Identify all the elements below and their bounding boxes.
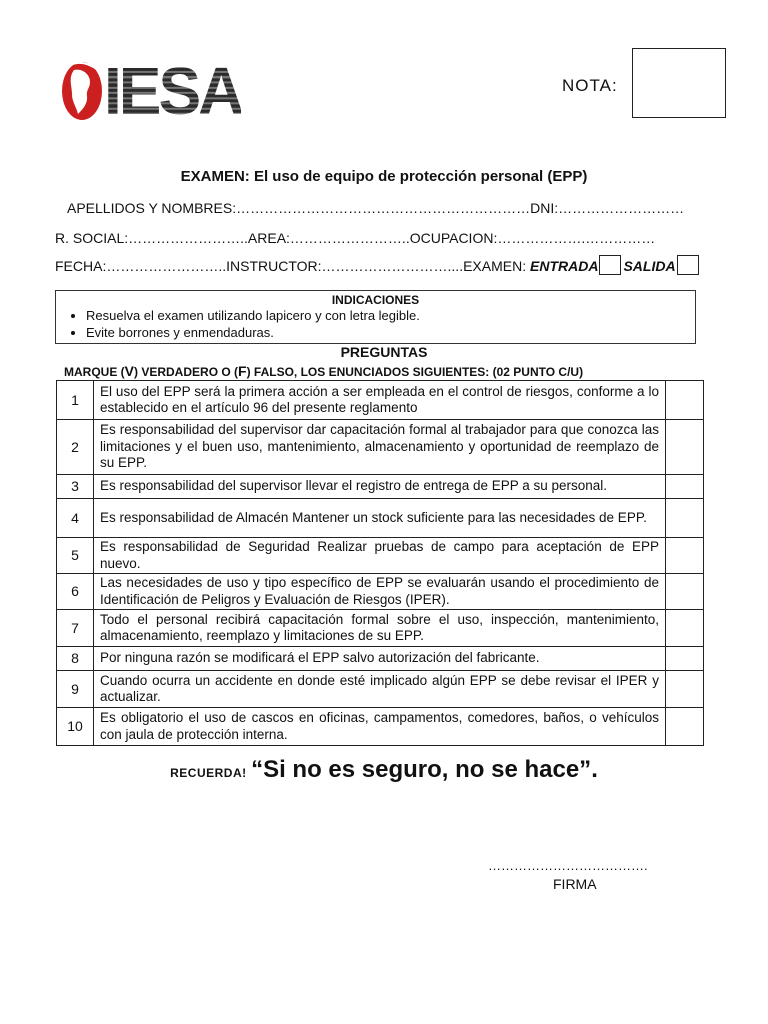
question-number: 2 bbox=[57, 420, 94, 475]
question-text: Es responsabilidad de Seguridad Realizar pruebas de campo para aceptación de EPP nuevo. bbox=[94, 538, 666, 574]
question-number: 8 bbox=[57, 647, 94, 671]
question-number: 5 bbox=[57, 538, 94, 574]
indicacion-item: • Resuelva el examen utilizando lapicero y con letra legible. bbox=[86, 307, 695, 324]
question-number: 3 bbox=[57, 475, 94, 499]
answer-cell[interactable] bbox=[666, 671, 704, 708]
recuerda-banner bbox=[0, 756, 768, 784]
table-row bbox=[57, 538, 704, 574]
entrada-checkbox[interactable] bbox=[599, 255, 621, 275]
answer-cell[interactable] bbox=[666, 420, 704, 475]
answer-cell[interactable] bbox=[666, 381, 704, 420]
indicacion-item: • Evite borrones y enmendaduras. bbox=[86, 324, 695, 341]
indicaciones-list bbox=[56, 307, 695, 341]
question-text: Es responsabilidad del supervisor dar capacitación formal al trabajador para que conozca las limitaciones y el buen uso, mantenimiento, almacenamiento y oportunidad de reemplazo de su EPP. bbox=[94, 420, 666, 475]
firma-label: FIRMA bbox=[553, 876, 597, 892]
recuerda-end: . bbox=[591, 756, 598, 783]
question-text: Es obligatorio el uso de cascos en oficinas, campamentos, comedores, baños, o vehículos con jaula de protección interna. bbox=[94, 708, 666, 746]
field-social-area-ocupacion[interactable]: R. SOCIAL:……………………..AREA:……………………..OCUPACION:……………….…………… bbox=[55, 230, 656, 246]
answer-cell[interactable] bbox=[666, 647, 704, 671]
salida-checkbox[interactable] bbox=[677, 255, 699, 275]
recuerda-quote: “Si no es seguro, no se hace” bbox=[251, 756, 592, 783]
table-row bbox=[57, 420, 704, 475]
preguntas-title: PREGUNTAS bbox=[340, 344, 428, 360]
field-fecha-instructor-examen bbox=[55, 255, 701, 275]
question-text: Por ninguna razón se modificará el EPP salvo autorización del fabricante. bbox=[94, 647, 666, 671]
firma-line[interactable]: ………………………………. bbox=[488, 858, 648, 873]
question-number: 6 bbox=[57, 574, 94, 610]
table-row bbox=[57, 574, 704, 610]
table-row bbox=[57, 499, 704, 538]
logo-wordmark: IESA bbox=[104, 53, 242, 129]
indicaciones-title: INDICACIONES bbox=[331, 293, 420, 307]
question-number: 9 bbox=[57, 671, 94, 708]
question-text: Es responsabilidad del supervisor llevar el registro de entrega de EPP a su personal. bbox=[94, 475, 666, 499]
entrada-label: ENTRADA bbox=[530, 258, 599, 274]
answer-cell[interactable] bbox=[666, 475, 704, 499]
instruction-part-a: MARQUE ( bbox=[64, 365, 125, 379]
question-number: 4 bbox=[57, 499, 94, 538]
table-row bbox=[57, 381, 704, 420]
preguntas-instruction bbox=[64, 363, 583, 379]
iesa-logo bbox=[60, 53, 242, 129]
question-text: El uso del EPP será la primera acción a ser empleada en el control de riesgos, conforme a lo establecido en el artículo 96 del presente reglamento bbox=[94, 381, 666, 420]
question-text: Todo el personal recibirá capacitación formal sobre el uso, inspección, mantenimiento, almacenamiento, reemplazo y limitaciones de su EPP. bbox=[94, 610, 666, 647]
field-fecha-instructor-label[interactable]: FECHA:……………………..INSTRUCTOR:………………………....EXAMEN: bbox=[55, 258, 530, 274]
instruction-v: V bbox=[124, 363, 135, 379]
table-row bbox=[57, 708, 704, 746]
question-text: Las necesidades de uso y tipo específico de EPP se evaluarán usando el procedimiento de Identificación de Peligros y Evaluación de Riesgos (IPER). bbox=[94, 574, 666, 610]
questions-table bbox=[56, 380, 704, 746]
exam-title: EXAMEN: El uso de equipo de protección personal (EPP) bbox=[180, 168, 588, 185]
answer-cell[interactable] bbox=[666, 499, 704, 538]
nota-label: NOTA: bbox=[562, 76, 618, 95]
answer-cell[interactable] bbox=[666, 538, 704, 574]
question-number: 10 bbox=[57, 708, 94, 746]
instruction-f: F bbox=[238, 363, 247, 379]
field-names-dni[interactable]: APELLIDOS Y NOMBRES:………………………………………………………DNI:……………………… bbox=[67, 200, 685, 216]
question-text: Cuando ocurra un accidente en donde esté implicado algún EPP se debe revisar el IPER y actualizar. bbox=[94, 671, 666, 708]
peru-globe-icon bbox=[60, 60, 104, 122]
recuerda-label: RECUERDA! bbox=[170, 766, 247, 780]
instruction-part-b: ) VERDADERO O ( bbox=[134, 365, 239, 379]
answer-cell[interactable] bbox=[666, 610, 704, 647]
indicaciones-box bbox=[55, 290, 696, 344]
salida-label: SALIDA bbox=[623, 258, 676, 274]
answer-cell[interactable] bbox=[666, 574, 704, 610]
nota-box[interactable] bbox=[632, 48, 726, 118]
answer-cell[interactable] bbox=[666, 708, 704, 746]
question-number: 7 bbox=[57, 610, 94, 647]
question-text: Es responsabilidad de Almacén Mantener un stock suficiente para las necesidades de EPP. bbox=[94, 499, 666, 538]
table-row bbox=[57, 647, 704, 671]
instruction-part-c: ) FALSO, LOS ENUNCIADOS SIGUIENTES: (02 PUNTO C/U) bbox=[246, 365, 584, 379]
table-row bbox=[57, 610, 704, 647]
table-row bbox=[57, 671, 704, 708]
table-row bbox=[57, 475, 704, 499]
question-number: 1 bbox=[57, 381, 94, 420]
